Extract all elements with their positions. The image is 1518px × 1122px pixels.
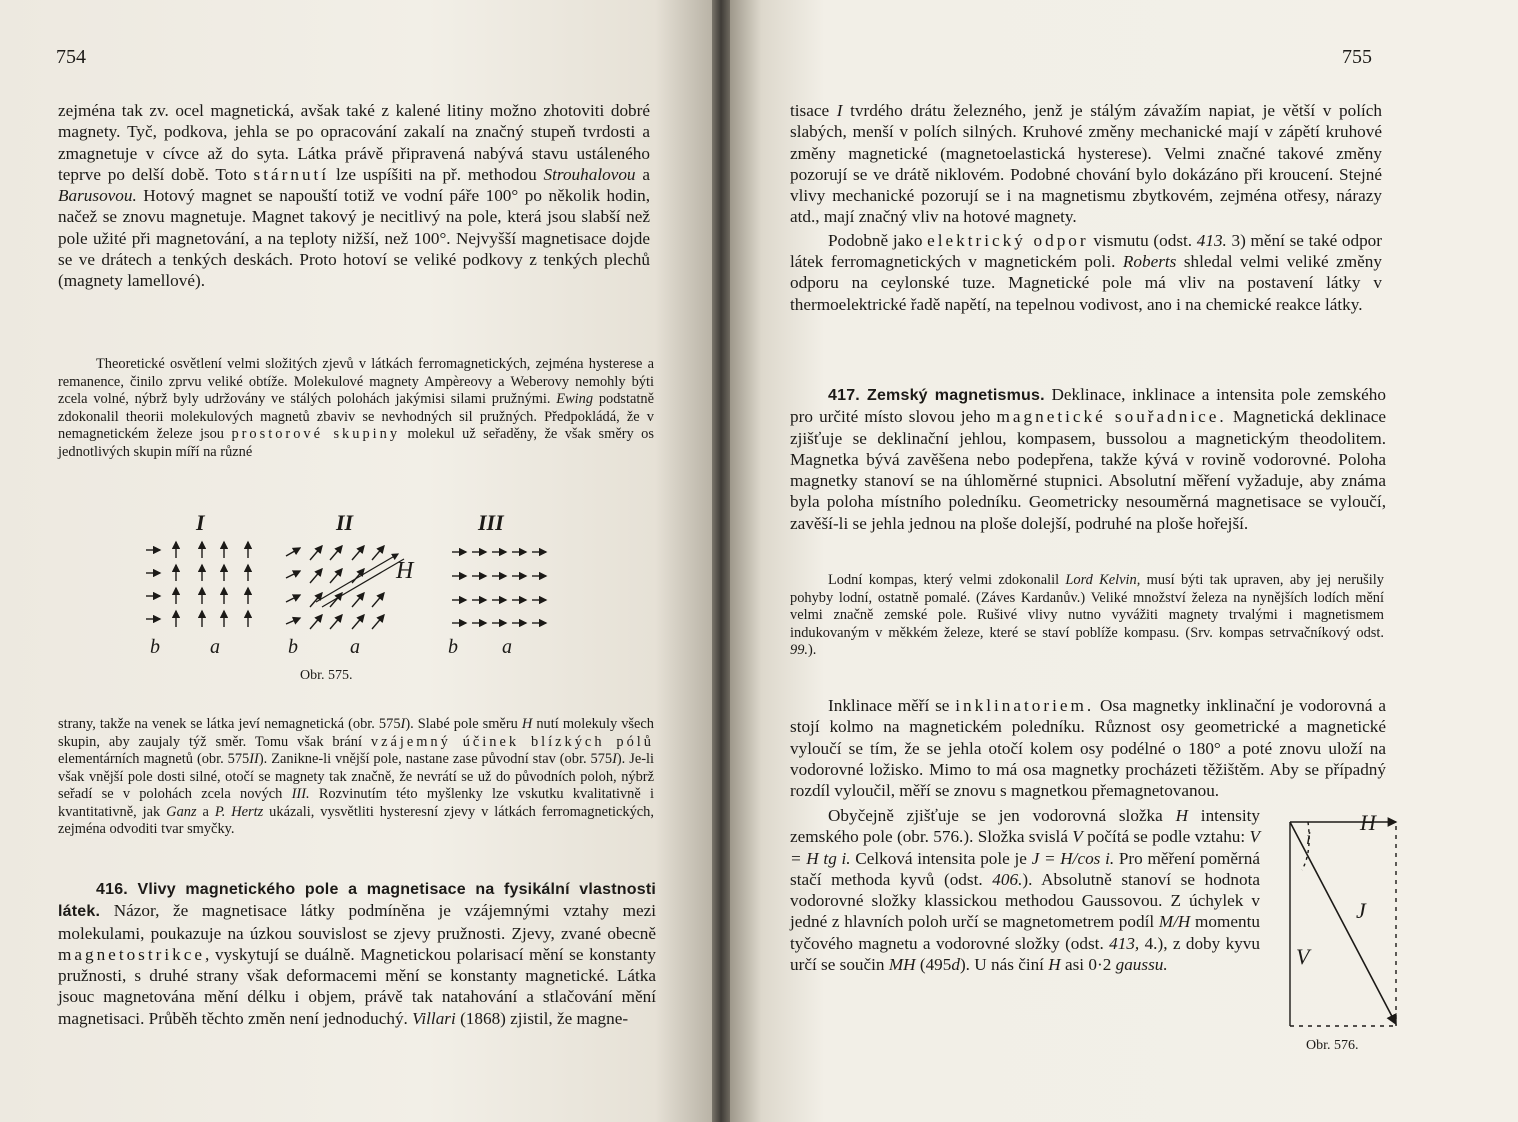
text-run: Magnetická deklinace zjišťuje se deklinační jehlou, kompasem, bussolou a magnetickým theodolitem. Magnetka bývá zavěšena nebo podepřena, takže kývá v rovině vodorovné. Poloha magnetky stanoví se na úhloměrné stupnici. Absolutní měření vyžaduje, aby známa byla poloha místního poledníku. Geometricky nesouměrná magnetisace se vyloučí, zavěší-li se jehla jednou na ploše dolejší, podruhé na ploše hořejší. — [790, 407, 1386, 533]
figure-ref: I — [400, 716, 406, 732]
text-run: strany, takže na venek se látka jeví nemagnetická (obr. 575 — [58, 716, 401, 732]
author-name: Lord Kelvin, — [1065, 572, 1141, 588]
section-417 — [790, 384, 1386, 534]
symbol: H — [521, 716, 533, 732]
figure-label-i: i — [1306, 828, 1312, 848]
text-run: (1868) zjistil, že magne- — [455, 1008, 629, 1028]
author-name: Roberts — [1122, 252, 1177, 272]
text-run: nutí molekuly všech skupin, aby zaujaly týž směr. Tomu však brání — [58, 716, 655, 750]
author-name: Ewing — [556, 391, 594, 407]
figure-ref: III. — [291, 786, 310, 802]
right-paragraph-components — [790, 805, 1260, 975]
figure-label-II: II — [336, 510, 354, 535]
text-run: tvrdého drátu železného, jenž je stálým závažím napiat, je větší v polích slabých, menší v polích silných. Kruhové změny mechanické mají v zápětí kruhové změny magnetické (magnetoelastická hysterese). Velmi značné takové změny pozorují se ve drátě niklovém. Podobné chování bylo dokázáno při kroucení. Stejné vlivy mechanické pozorují se i na magnetismu zbytkovém, zejména otřesy, nárazy atd., mají značný vliv na hotové magnety. — [790, 101, 1382, 227]
text-run: 4.), z doby kyvu určí se součin — [790, 933, 1260, 975]
section-ref: 413, — [1109, 933, 1140, 953]
group-II-magnets — [286, 546, 404, 629]
text-run: asi 0·2 — [1060, 955, 1116, 975]
text-run: Podobně jako — [828, 230, 928, 250]
equation: J = H/cos i. — [1031, 848, 1115, 868]
left-page — [0, 0, 712, 1122]
right-paragraph-inclination — [790, 695, 1386, 801]
text-run: Hotový magnet se napouští totiž ve vodní páře 100° po několik hodin, načež se znovu magnetuje. Magnet takový je necitlivý na pole, která jsou slabší než pole užité při magnetování, a na teploty nižší, než 100°. Nejvyšší magnetisace dojde se ve drátech a tenkých deskách. Proto hotoví se veliké podkovy z tenkých plechů (magnety lamellové). — [58, 186, 650, 291]
vector-J — [1290, 822, 1396, 1024]
book-gutter — [712, 0, 730, 1122]
text-run: ). Absolutně stanoví se hodnota vodorovné složky klassickou methodou Gaussovou. Z úchylek v jedné z hlavních poloh určí se magnetometrem podíl — [790, 869, 1260, 932]
text-run: počítá se podle vztahu: — [1082, 827, 1250, 847]
text-run: ). Zanikne-li vnější pole, nastane zase původní stav (obr. 575 — [258, 751, 613, 767]
text-run: a — [635, 164, 651, 184]
section-416 — [58, 878, 656, 1029]
text-run: ). U nás činí — [959, 955, 1049, 975]
spaced-term: prostorové skupiny — [231, 426, 401, 442]
text-run: molekul už seřaděny, že však směry os jednotlivých skupin míří na různé — [58, 426, 654, 460]
symbol: MH — [888, 955, 916, 975]
text-run: (495 — [915, 955, 952, 975]
spaced-term: elektrický odpor — [927, 230, 1089, 250]
text-run: Osa magnetky inklinační je vodorovná a stojí kolmo na magnetickém poledníku. Různost osy geometrické a magnetické vyloučí se tím, že se jehla otočí kolem osy podélné o 180° a poté znovu uloží na vodorovné ložisko. Mimo to má osa magnetky procházeti těžištěm. Aby se případný rozdíl vyloučil, měří se znovu s magnetkou přemagnetovanou. — [790, 696, 1386, 801]
page-number-right: 755 — [1342, 46, 1372, 68]
figure-576-caption: Obr. 576. — [1306, 1038, 1359, 1053]
figure-576-drawing — [1280, 812, 1420, 1037]
text-run: Rozvinutím této myšlenky lze vskutku kvalitativně i kvantitativně, jak — [58, 786, 654, 820]
figure-label-V: V — [1296, 944, 1310, 969]
author-name: Strouhalovou — [543, 164, 636, 184]
author-name: Ganz — [166, 803, 197, 820]
section-ref: 99. — [790, 642, 808, 658]
text-run: a — [196, 803, 215, 820]
unit: gaussu. — [1115, 955, 1168, 975]
figure-label-H: H — [1360, 810, 1376, 835]
symbol: H — [1048, 955, 1061, 975]
section-ref: 406. — [992, 869, 1023, 889]
text-run: vismutu (odst. — [1088, 230, 1197, 250]
group-I-magnets — [146, 542, 248, 627]
figure-575-caption: Obr. 575. — [300, 668, 353, 683]
text-run: ukázali, vysvětliti hysteresní zjevy v látkách ferromagnetických, zejména odvoditi tvar smyčky. — [58, 803, 654, 837]
right-paragraph-1 — [790, 100, 1382, 315]
text-run: tisace — [790, 101, 837, 120]
text-run: intensity zemského pole (obr. 576.). Složka svislá — [790, 806, 1260, 847]
text-run: podstatně zdokonalil theorii molekulových magnetů zbaviv se nevhodných sil pružných. Předpokládá, že v nemagnetickém železe jsou — [58, 391, 654, 442]
spaced-term: magnetické souřadnice. — [996, 407, 1227, 427]
text-run: musí býti tak upraven, aby jej nerušily pohyby lodní, ostatně pomalé. (Záves Kardanův.) Veliké množství železa na nynějších lodích mění velmi značně zemské pole. Rušivé vlivy nutno vyvážiti magnety trvalými i magnetismem indukovaným v měkkém železe, které se staví poblíže kompasu. (Srv. kompas setrvačníkový odst. — [790, 572, 1384, 641]
left-paragraph-3 — [58, 716, 654, 839]
figure-ref: I — [612, 751, 617, 767]
spaced-term: stárnutí — [253, 164, 330, 184]
text-run: 3) mění se také odpor látek ferromagnetických v magnetickém poli. — [790, 230, 1383, 272]
figure-ref: II — [249, 751, 259, 767]
symbol: H — [1175, 806, 1188, 825]
text-run: Inklinace měří se — [828, 696, 956, 715]
figure-label-a-3: a — [502, 636, 512, 658]
figure-label-b-2: b — [288, 636, 298, 658]
text-run: Obyčejně zjišťuje se jen vodorovná složka — [828, 806, 1176, 825]
text-run: Pro měření poměrná stačí methoda kyvů (odst. — [790, 848, 1261, 889]
figure-575 — [130, 510, 550, 695]
left-paragraph-1 — [58, 100, 650, 292]
text-run: shledal velmi veliké změny odporu na ceylonské tuze. Magnetické pole má vliv na postavení látky v thermoelektrické řadě napětí, na tepelnou vodivost, ano i na chemické reakce látky. — [790, 252, 1382, 314]
figure-label-I: I — [196, 510, 205, 535]
figure-label-a-1: a — [210, 636, 220, 658]
author-name: Villari — [412, 1008, 456, 1028]
figure-label-a-2: a — [350, 636, 360, 658]
page-number-left: 754 — [56, 46, 86, 68]
text-run: Názor, že magnetisace látky podmíněna je vzájemnými vztahy mezi molekulami, poukazuje na úzkou souvislost se zjevy pružnosti. Zjevy, zvané obecně — [58, 901, 656, 943]
symbol: V — [1072, 827, 1083, 847]
text-run: ). — [808, 642, 817, 658]
section-heading-416: 416. Vlivy magnetického pole a magnetisace na fysikální vlastnosti látek. — [58, 881, 656, 921]
text-run: Celková intensita pole je — [850, 848, 1032, 868]
text-run: , vyskytují se duálně. Magnetickou polarisací mění se konstanty pružnosti, s druhé strany však deformacemi mění se konstanty magnetické. Látka jsouc magnetována mění délku i objem, právě tak natahování a stlačování mění magnetisaci. Průběh těchto změn není jednoduchý. — [58, 944, 656, 1028]
text-run: zejména tak zv. ocel magnetická, avšak také z kalené litiny možno zhotoviti dobré magnety. Tyč, podkova, jehla se po opracování zakalí na značný stupeň tvrdosti a zmagnetuje v cívce až do syta. Látka právě připravená nabývá stavu ustáleného teprve po delší době. Toto — [58, 101, 650, 184]
section-ref: 413. — [1196, 230, 1227, 250]
section-heading-417: 417. Zemský magnetismus. — [828, 387, 1045, 404]
symbol: I — [836, 101, 843, 120]
figure-label-III: III — [478, 510, 504, 535]
text-run: lze uspíšiti na př. methodou — [329, 164, 544, 184]
spaced-term: inklinatoriem. — [955, 696, 1095, 715]
spaced-term: magnetostrikce — [58, 944, 205, 964]
text-run: Theoretické osvětlení velmi složitých zjevů v látkách ferromagnetických, zejména hysterese a remanence, činilo zprvu veliké obtíže. Molekulové magnety Ampèreovy a Weberovy nemohly býti zcela volné, nýbrž byly udržovány ve stálých polohách jakýmisi silami pružnými. — [58, 356, 654, 407]
author-name: P. Hertz — [214, 803, 264, 820]
text-run: ). Slabé pole směru — [405, 716, 522, 732]
text-run: Deklinace, inklinace a intensita pole zemského pro určité místo slovou jeho — [790, 385, 1386, 427]
text-run: momentu tyčového magnetu a vodorovné složky (odst. — [790, 912, 1260, 953]
figure-label-b-1: b — [150, 636, 160, 658]
group-III-magnets — [452, 552, 546, 623]
text-run: ). Je-li však vnější pole dosti silné, otočí se magnety tak značně, že nevrátí se už do původních poloh, nýbrž seřadí se v polohách zcela nových — [58, 751, 655, 802]
text-run: Lodní kompas, který velmi zdokonalil — [828, 572, 1066, 588]
right-paragraph-compass — [790, 572, 1384, 660]
figure-576 — [1280, 812, 1420, 1052]
figure-label-b-3: b — [448, 636, 458, 658]
author-name: Barusovou. — [58, 186, 137, 206]
equation: V = H tg i. — [790, 827, 1260, 868]
figure-label-J: J — [1356, 898, 1366, 923]
text-run: elementárních magnetů (obr. 575 — [58, 751, 250, 767]
left-paragraph-2 — [58, 356, 654, 461]
symbol: d — [951, 955, 960, 975]
symbol: M/H — [1158, 912, 1191, 932]
spaced-term: vzájemný účinek blízkých pólů — [370, 733, 654, 750]
figure-label-H: H — [396, 558, 414, 584]
